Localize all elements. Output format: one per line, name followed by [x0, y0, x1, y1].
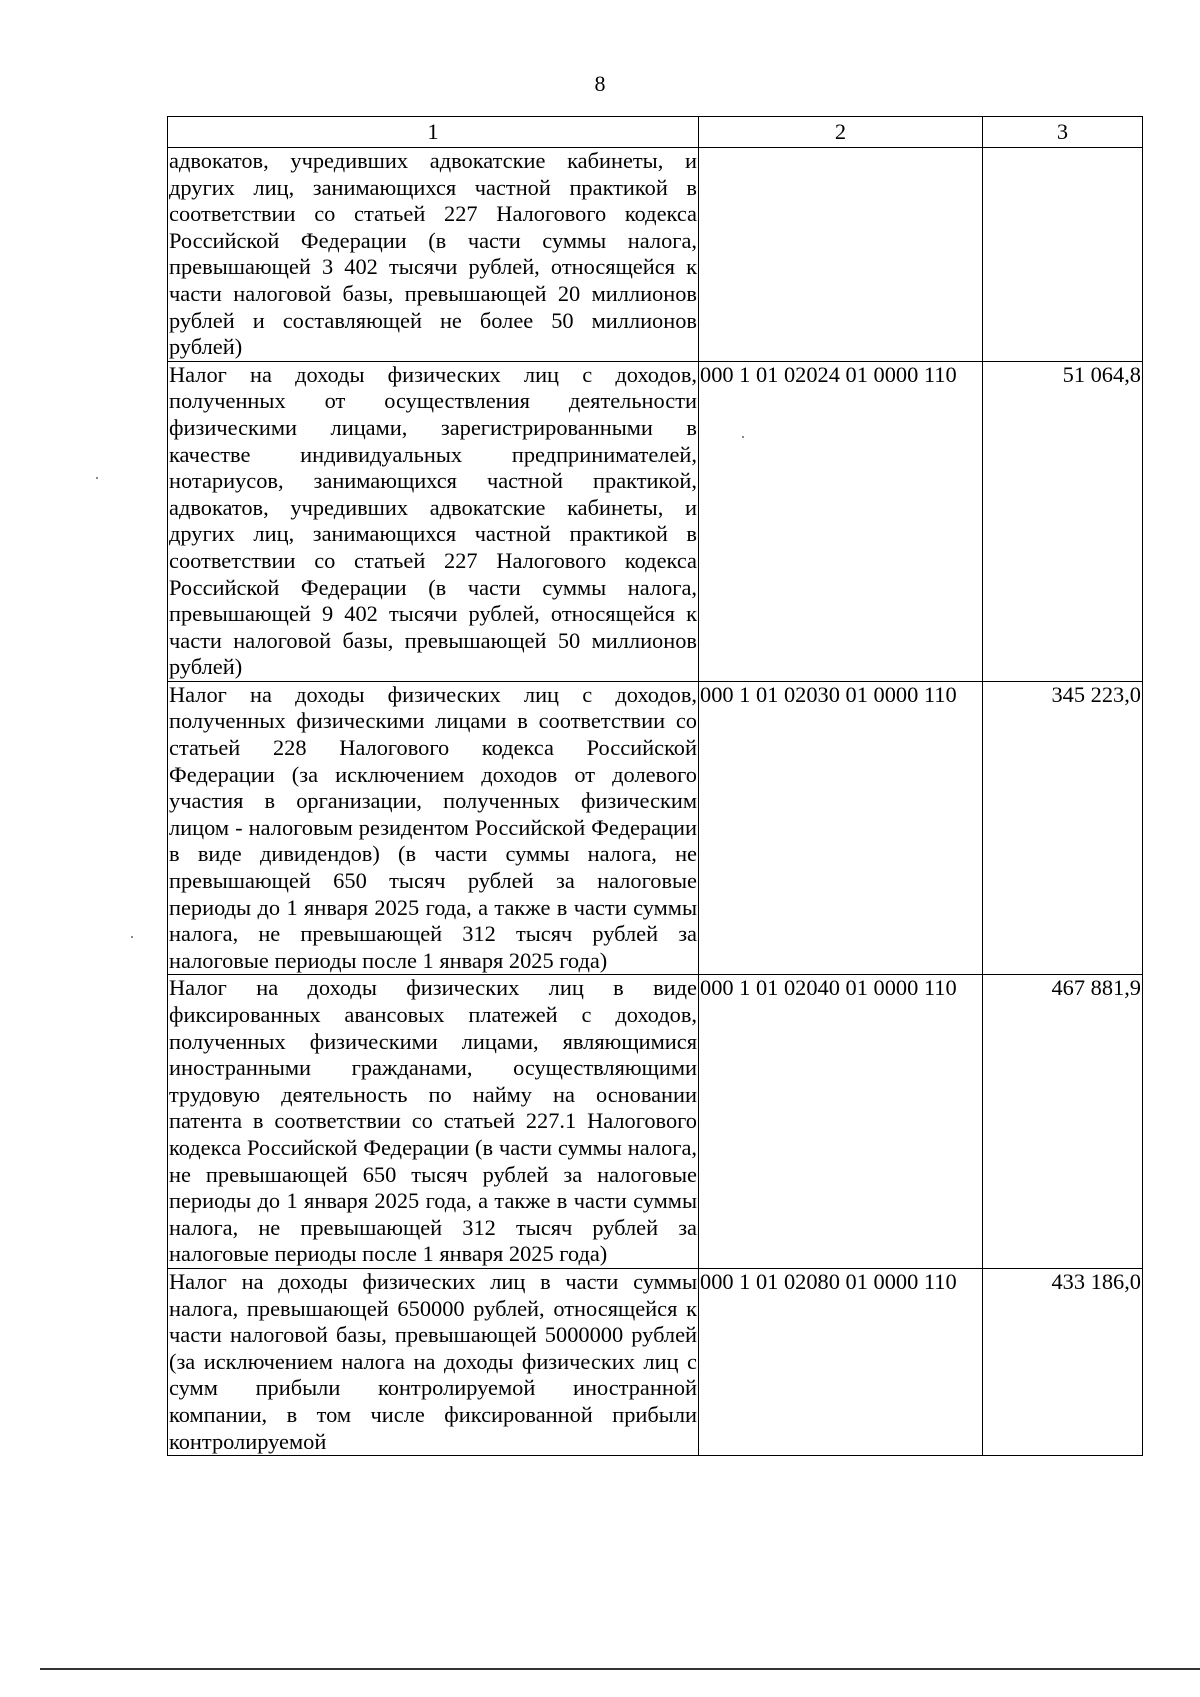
row-code: 000 1 01 02030 01 0000 110	[699, 681, 983, 975]
row-amount: 433 186,0	[983, 1268, 1143, 1455]
table-row	[168, 148, 1143, 362]
row-code: 000 1 01 02040 01 0000 110	[699, 975, 983, 1269]
revenue-table	[167, 116, 1143, 1456]
row-description: Налог на доходы физических лиц в виде фиксированных авансовых платежей с доходов, полученных физическими лицами, являющимися иностранными гражданами, осуществляющими трудовую деятельность по найму на основании патента в соответствии со статьей 227.1 Налогового кодекса Российской Федерации (в части суммы налога, не превышающей 650 тысяч рублей за налоговые периоды до 1 января 2025 года, а также в части суммы налога, не превышающей 312 тысяч рублей за налоговые периоды после 1 января 2025 года)	[168, 975, 699, 1269]
column-header-2: 2	[699, 117, 983, 148]
scan-speck	[96, 477, 98, 479]
scan-speck	[742, 436, 744, 438]
table-row	[168, 975, 1143, 1269]
row-code: 000 1 01 02024 01 0000 110	[699, 361, 983, 681]
row-code	[699, 148, 983, 362]
row-code: 000 1 01 02080 01 0000 110	[699, 1268, 983, 1455]
row-amount: 51 064,8	[983, 361, 1143, 681]
row-description: Налог на доходы физических лиц с доходов, полученных от осуществления деятельности физическими лицами, зарегистрированными в качестве индивидуальных предпринимателей, нотариусов, занимающихся частной практикой, адвокатов, учредивших адвокатские кабинеты, и других лиц, занимающихся частной практикой в соответствии со статьей 227 Налогового кодекса Российской Федерации (в части суммы налога, превышающей 9 402 тысячи рублей, относящейся к части налоговой базы, превышающей 50 миллионов рублей)	[168, 361, 699, 681]
row-amount: 345 223,0	[983, 681, 1143, 975]
page-number: 8	[594, 71, 606, 96]
table-row	[168, 361, 1143, 681]
row-description: адвокатов, учредивших адвокатские кабинеты, и других лиц, занимающихся частной практикой в соответствии со статьей 227 Налогового кодекса Российской Федерации (в части суммы налога, превышающей 3 402 тысячи рублей, относящейся к части налоговой базы, превышающей 20 миллионов рублей и составляющей не более 50 миллионов рублей)	[168, 148, 699, 362]
column-header-1: 1	[168, 117, 699, 148]
row-description: Налог на доходы физических лиц с доходов, полученных физическими лицами в соответствии со статьей 228 Налогового кодекса Российской Федерации (за исключением доходов от долевого участия в организации, полученных физическим лицом - налоговым резидентом Российской Федерации в виде дивидендов) (в части суммы налога, не превышающей 650 тысяч рублей за налоговые периоды до 1 января 2025 года, а также в части суммы налога, не превышающей 312 тысяч рублей за налоговые периоды после 1 января 2025 года)	[168, 681, 699, 975]
scan-speck	[131, 936, 133, 938]
column-header-3: 3	[983, 117, 1143, 148]
row-description: Налог на доходы физических лиц в части суммы налога, превышающей 650000 рублей, относящейся к части налоговой базы, превышающей 5000000 рублей (за исключением налога на доходы физических лиц с сумм прибыли контролируемой иностранной компании, в том числе фиксированной прибыли контролируемой	[168, 1268, 699, 1455]
row-amount: 467 881,9	[983, 975, 1143, 1269]
table-row	[168, 1268, 1143, 1455]
row-amount	[983, 148, 1143, 362]
page-bottom-rule	[40, 1668, 1200, 1670]
table-row	[168, 681, 1143, 975]
header-row	[168, 117, 1143, 148]
